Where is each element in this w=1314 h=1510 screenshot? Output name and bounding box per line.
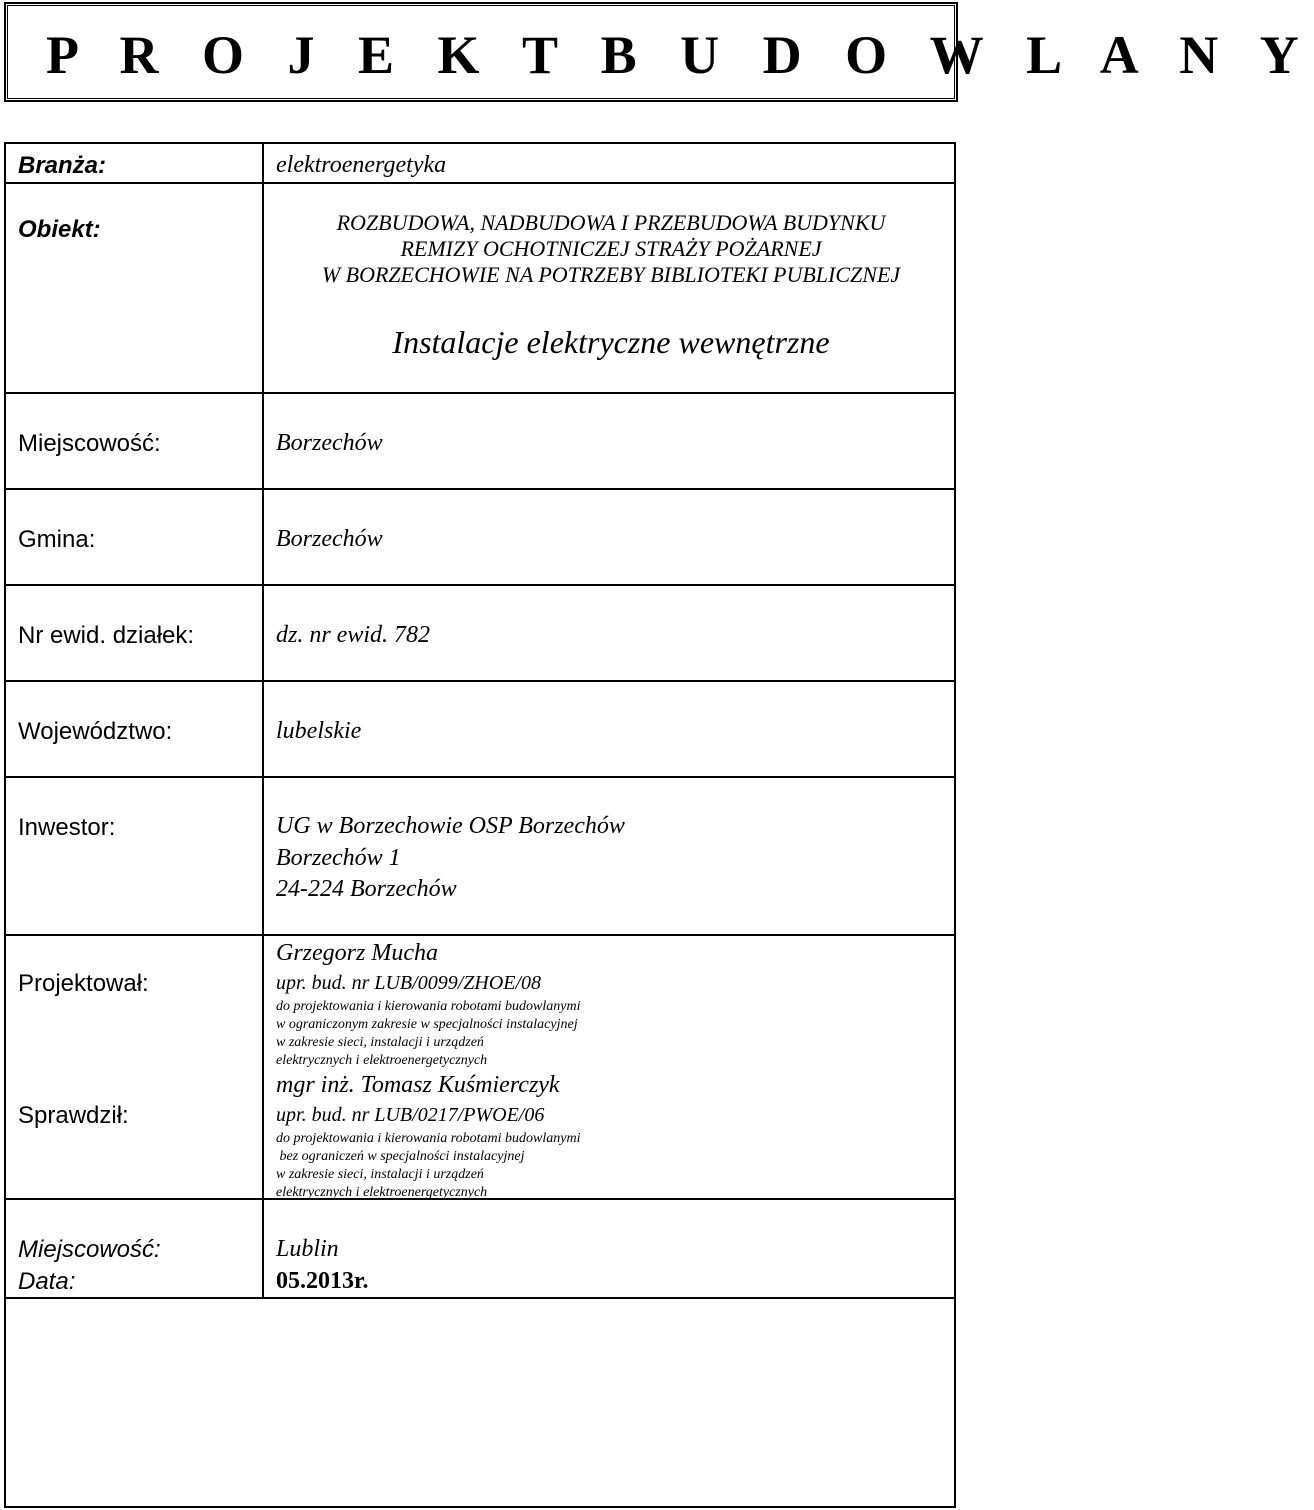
row-divider [4, 934, 956, 936]
project-info-table [4, 142, 956, 1508]
sprawdzil-name: mgr inż. Tomasz Kuśmierczyk [276, 1072, 560, 1098]
gmina-label: Gmina: [18, 526, 96, 553]
inwestor-label: Inwestor: [18, 814, 116, 841]
projektowal-detail: elektrycznych i elektroenergetycznych [276, 1053, 488, 1068]
document-title: P R O J E K T B U D O W L A N Y [46, 25, 1314, 85]
obiekt-label: Obiekt: [18, 216, 101, 243]
sprawdzil-detail: w zakresie sieci, instalacji i urządzeń [276, 1167, 484, 1182]
sprawdzil-detail: bez ograniczeń w specjalności instalacyjnej [276, 1149, 525, 1164]
inwestor-line: Borzechów 1 [276, 845, 401, 871]
obiekt-line: W BORZECHOWIE NA POTRZEBY BIBLIOTEKI PUBLICZNEJ [321, 262, 901, 287]
projektowal-detail: w ograniczonym zakresie w specjalności instalacyjnej [276, 1017, 578, 1032]
dzialki-value: dz. nr ewid. 782 [276, 622, 431, 648]
sprawdzil-detail: do projektowania i kierowania robotami budowlanymi [276, 1131, 581, 1146]
column-divider [262, 1198, 264, 1297]
inwestor-line: UG w Borzechowie OSP Borzechów [276, 813, 625, 839]
sprawdzil-license: upr. bud. nr LUB/0217/PWOE/06 [276, 1104, 545, 1126]
data-value: 05.2013r. [276, 1268, 369, 1294]
miejsce-value: Lublin [276, 1236, 339, 1262]
branza-label: Branża: [18, 152, 107, 179]
row-divider [4, 584, 956, 586]
row-divider [4, 182, 956, 184]
row-divider [4, 680, 956, 682]
sprawdzil-label: Sprawdził: [18, 1102, 129, 1129]
obiekt-line: ROZBUDOWA, NADBUDOWA I PRZEBUDOWA BUDYNKU [336, 210, 886, 235]
projektowal-detail: do projektowania i kierowania robotami budowlanymi [276, 999, 581, 1014]
row-divider [4, 776, 956, 778]
data-label: Data: [18, 1268, 76, 1295]
obiekt-subtitle: Instalacje elektryczne wewnętrzne [392, 324, 830, 360]
sprawdzil-detail: elektrycznych i elektroenergetycznych [276, 1185, 488, 1200]
miejsce-label: Miejscowość: [18, 1236, 161, 1263]
dzialki-label: Nr ewid. działek: [18, 622, 195, 649]
wojewodztwo-value: lubelskie [276, 718, 362, 744]
projektowal-detail: w zakresie sieci, instalacji i urządzeń [276, 1035, 484, 1050]
column-divider [262, 142, 264, 1297]
wojewodztwo-label: Województwo: [18, 718, 173, 745]
miejscowosc-label: Miejscowość: [18, 430, 161, 457]
inwestor-line: 24-224 Borzechów [276, 876, 457, 902]
branza-value: elektroenergetyka [276, 152, 447, 178]
projektowal-label: Projektował: [18, 970, 149, 997]
row-divider [4, 1297, 956, 1299]
miejscowosc-value: Borzechów [276, 430, 383, 456]
row-divider [4, 488, 956, 490]
projektowal-name: Grzegorz Mucha [276, 940, 438, 966]
projektowal-license: upr. bud. nr LUB/0099/ZHOE/08 [276, 972, 542, 994]
gmina-value: Borzechów [276, 526, 383, 552]
obiekt-line: REMIZY OCHOTNICZEJ STRAŻY POŻARNEJ [400, 236, 822, 261]
row-divider [4, 392, 956, 394]
title-box [4, 2, 1314, 102]
